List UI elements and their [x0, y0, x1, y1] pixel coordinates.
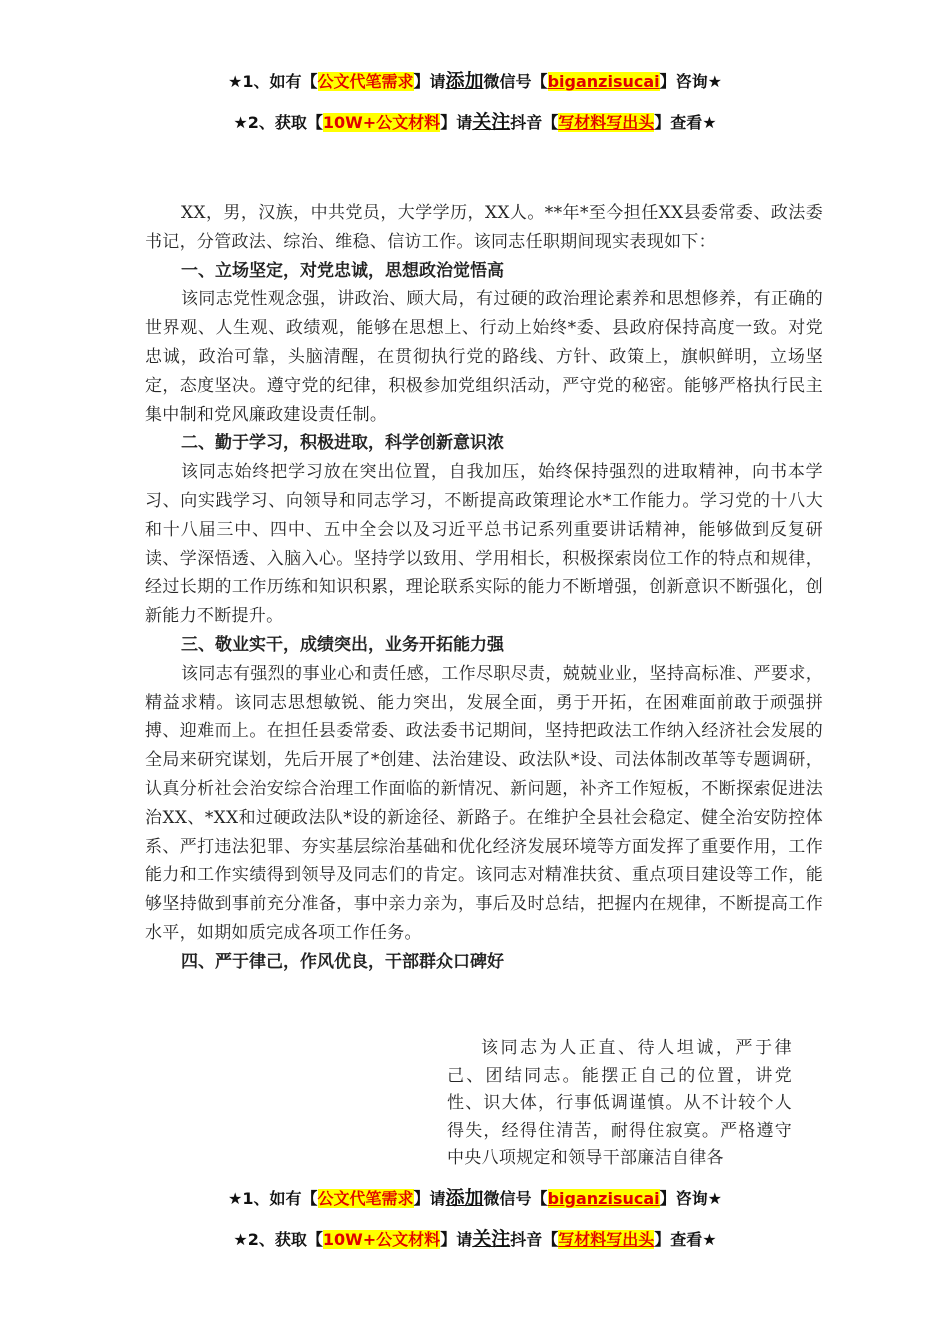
promo-highlight: 10W+公文材料: [322, 113, 441, 132]
promo-text: ★2、获取【: [233, 1230, 323, 1249]
douyin-account-link[interactable]: 写材料写出头: [558, 1230, 655, 1249]
promo-text: ★1、如有【: [228, 1189, 318, 1208]
header-promo-line-2: [0, 111, 950, 134]
wechat-id-link[interactable]: biganzisucai: [547, 72, 660, 91]
promo-text: 】请: [440, 113, 473, 132]
promo-text: 微信号【: [483, 72, 548, 91]
section-paragraph-2: 该同志始终把学习放在突出位置，自我加压，始终保持强烈的进取精神，向书本学习、向实践学习、向领导和同志学习，不断提高政策理论水*工作能力。学习党的十八大和十八届三中、四中、五中全会以及习近平总书记系列重要讲话精神，能够做到反复研读、学深悟透、入脑入心。坚持学以致用、学用相长，积极探索岗位工作的特点和规律，经过长期的工作历练和知识积累，理论联系实际的能力不断增强，创新意识不断强化，创新能力不断提升。: [145, 462, 823, 627]
footer-promo-line-1: [0, 1187, 950, 1210]
promo-text: 微信号【: [483, 1189, 548, 1208]
promo-highlight: 公文代笔需求: [317, 72, 414, 91]
promo-emphasis: 关注: [472, 111, 511, 133]
promo-text: 】咨询★: [659, 1189, 722, 1208]
promo-text: ★2、获取【: [233, 113, 323, 132]
section-heading-2: 二、勤于学习，积极进取，科学创新意识浓: [181, 433, 504, 454]
wechat-id-link[interactable]: biganzisucai: [547, 1189, 660, 1208]
section-heading-3: 三、敬业实干，成绩突出，业务开拓能力强: [181, 634, 504, 655]
section-paragraph-4: 该同志为人正直、待人坦诚，严于律己、团结同志。能摆正自己的位置，讲党性、识大体，行事低调谨慎。从不计较个人得失，经得住清苦，耐得住寂寞。严格遵守中央八项规定和领导干部廉洁自律各: [447, 1038, 792, 1168]
promo-emphasis: 添加: [445, 1187, 484, 1209]
section-heading-1: 一、立场坚定，对党忠诚，思想政治觉悟高: [181, 260, 504, 281]
promo-text: 抖音【: [510, 1230, 559, 1249]
promo-text: ★1、如有【: [228, 72, 318, 91]
promo-text: 】查看★: [654, 113, 717, 132]
promo-highlight: 10W+公文材料: [322, 1230, 441, 1249]
promo-text: 】咨询★: [659, 72, 722, 91]
intro-paragraph: XX，男，汉族，中共党员，大学学历，XX人。**年*至今担任XX县委常委、政法委书记，分管政法、综治、维稳、信访工作。该同志任职期间现实表现如下：: [145, 203, 823, 252]
promo-text: 】请: [413, 1189, 446, 1208]
douyin-account-link[interactable]: 写材料写出头: [558, 113, 655, 132]
promo-text: 抖音【: [510, 113, 559, 132]
document-body: [145, 199, 823, 977]
promo-text: 】查看★: [654, 1230, 717, 1249]
promo-emphasis: 添加: [445, 70, 484, 92]
section-paragraph-1: 该同志党性观念强，讲政治、顾大局，有过硬的政治理论素养和思想修养，有正确的世界观、人生观、政绩观，能够在思想上、行动上始终*委、县政府保持高度一致。对党忠诚，政治可靠，头脑清醒，在贯彻执行党的路线、方针、政策上，旗帜鲜明，立场坚定，态度坚决。遵守党的纪律，积极参加党组织活动，严守党的秘密。能够严格执行民主集中制和党风廉政建设责任制。: [145, 289, 823, 425]
promo-highlight: 公文代笔需求: [317, 1189, 414, 1208]
section-paragraph-3: 该同志有强烈的事业心和责任感，工作尽职尽责，兢兢业业，坚持高标准、严要求，精益求精。该同志思想敏锐、能力突出，发展全面，勇于开拓，在困难面前敢于顽强拼搏、迎难而上。在担任县委常委、政法委书记期间，坚持把政法工作纳入经济社会发展的全局来研究谋划，先后开展了*创建、法治建设、政法队*设、司法体制改革等专题调研，认真分析社会治安综合治理工作面临的新情况、新问题，补齐工作短板，不断探索促进法治XX、*XX和过硬政法队*设的新途径、新路子。在维护全县社会稳定、健全治安防控体系、严打违法犯罪、夯实基层综治基础和优化经济发展环境等方面发挥了重要作用，工作能力和工作实绩得到领导及同志们的肯定。该同志对精准扶贫、重点项目建设等工作，能够坚持做到事前充分准备，事中亲力亲为，事后及时总结，把握内在规律，不断提高工作水平，如期如质完成各项工作任务。: [145, 663, 823, 943]
footer-promo-line-2: [0, 1228, 950, 1251]
section-heading-4: 四、严于律己，作风优良，干部群众口碑好: [181, 951, 504, 972]
promo-text: 】请: [440, 1230, 473, 1249]
header-promo-line-1: [0, 70, 950, 93]
promo-emphasis: 关注: [472, 1228, 511, 1250]
promo-text: 】请: [413, 72, 446, 91]
